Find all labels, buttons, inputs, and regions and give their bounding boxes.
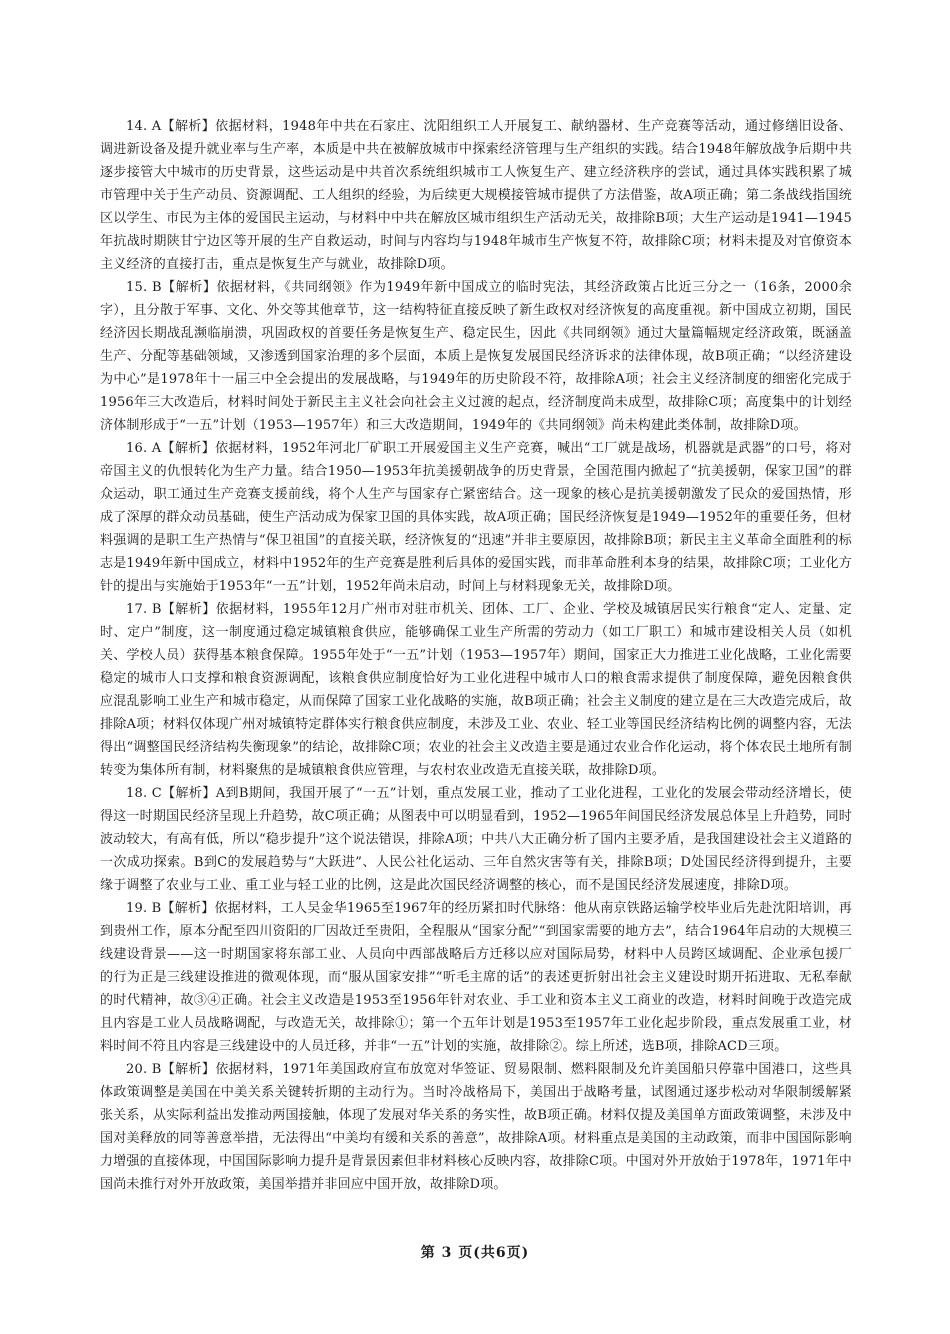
explanation-19: 19. B【解析】依据材料，工人吴金华1965至1967年的经历紧扣时代脉络：他从南京铁路运输学校毕业后先赴沈阳培训，再到贵州工作，原本分配至四川资阳的厂因故迁至贵阳，全程服从“国家分配”“到国家需要的地方去”，结合1964年启动的大规模三线建设背景——这一时期国家将东部工业、人员向中西部战略后方迁移以应对国际局势，材料中人员跨区域调配、企业承包援厂的行为正是三线建设推进的微观体现，而“服从国家安排”“听毛主席的话”的表述更折射出社会主义建设时期开拓进取、无私奉献的时代精神，故③④正确。社会主义改造是1953至1956年针对农业、手工业和资本主义工商业的改造，材料时间晚于改造完成且内容是工业人员战略调配，与改造无关，故排除①；第一个五年计划是1953至1957年工业化起步阶段，重点发展重工业，材料时间不符且内容是三线建设中的人员迁移，并非“一五”计划的实施，故排除②。综上所述，选B项，排除ACD三项。 [100,901,852,1054]
explanation-17: 17. B【解析】依据材料，1955年12月广州市对驻市机关、团体、工厂、企业、学校及城镇居民实行粮食“定人、定量、定时、定户”制度，这一制度通过稳定城镇粮食供应，能够确保工业生产所需的劳动力（如工厂职工）和城市建设相关人员（如机关、学校人员）获得基本粮食保障。1955年处于“一五”计划（1953—1957年）期间，国家正大力推进工业化战略，工业化需要稳定的城市人口支撑和粮食资源调配，该粮食供应制度恰好为工业化进程中城市人口的粮食需求提供了制度保障，避免因粮食供应混乱影响工业生产和城市稳定，从而保障了国家工业化战略的实施，故B项正确；社会主义制度的建立是在三大改造完成后，故排除A项；材料仅体现广州对城镇特定群体实行粮食供应制度，未涉及工业、农业、轻工业等国民经济结构比例的调整内容，无法得出“调整国民经济结构失衡现象”的结论，故排除C项；农业的社会主义改造主要是通过农业合作化运动，将个体农民土地所有制转变为集体所有制，材料聚焦的是城镇粮食供应管理，与农村农业改造无直接关联，故排除D项。 [100,602,852,778]
explanation-18: 18. C【解析】A到B期间，我国开展了“一五”计划，重点发展工业，推动了工业化进程，工业化的发展会带动经济增长，使得这一时期国民经济呈现上升趋势，故C项正确；从图表中可以明显看到，1952—1965年间国民经济发展总体呈上升趋势，同时波动较大，有高有低，所以“稳步提升”这个说法错误，排除A项；中共八大正确分析了国内主要矛盾，是我国建设社会主义道路的一次成功探索。B到C的发展趋势与“大跃进”、人民公社化运动、三年自然灾害等有关，排除B项；D处国民经济得到提升，主要缘于调整了农业与工业、重工业与轻工业的比例，这是此次国民经济调整的核心，而不是国民经济发展速度，排除D项。 [100,786,852,893]
explanation-14: 14. A【解析】依据材料，1948年中共在石家庄、沈阳组织工人开展复工、献纳器材、生产竞赛等活动，通过修缮旧设备、调进新设备及提升就业率与生产率，本质是中共在被解放城市中探索经济管理与生产组织的实践。结合1948年解放战争后期中共逐步接管大中城市的历史背景，这些运动是中共首次系统组织城市工人恢复生产、建立经济秩序的尝试，通过具体实践积累了城市管理中关于生产动员、资源调配、工人组织的经验，为后续更大规模接管城市提供了方法借鉴，故A项正确；第二条战线指国统区以学生、市民为主体的爱国民主运动，与材料中中共在解放区城市组织生产活动无关，故排除B项；大生产运动是1941—1945年抗战时期陕甘宁边区等开展的生产自救运动，时间与内容均与1948年城市生产恢复不符，故排除C项；材料未提及对官僚资本主义经济的直接打击，重点是恢复生产与就业，故排除D项。 [100,119,852,272]
explanation-15: 15. B【解析】依据材料，《共同纲领》作为1949年新中国成立的临时宪法，其经济政策占比近三分之一（16条，2000余字），且分散于军事、文化、外交等其他章节，这一结构特征直接反映了新生政权对经济恢复的高度重视。新中国成立初期，国民经济因长期战乱濒临崩溃，巩固政权的首要任务是恢复生产、稳定民生，因此《共同纲领》通过大量篇幅规定经济政策，既涵盖生产、分配等基础领域，又渗透到国家治理的多个层面，本质上是恢复发展国民经济诉求的法律体现，故B项正确；“以经济建设为中心”是1978年十一届三中全会提出的发展战略，与1949年的历史阶段不符，故排除A项；社会主义经济制度的细密化完成于1956年三大改造后，材料时间处于新民主主义社会向社会主义过渡的起点，经济制度尚未成型，故排除C项；高度集中的计划经济体制形成于“一五”计划（1953—1957年）和三大改造期间，1949年的《共同纲领》尚未构建此类体制，故排除D项。 [100,280,852,433]
answer-explanations [100,115,852,1196]
explanation-16: 16. A【解析】依据材料，1952年河北厂矿职工开展爱国主义生产竞赛，喊出“工厂就是战场，机器就是武器”的口号，将对帝国主义的仇恨转化为生产力量。结合1950—1953年抗美援朝战争的历史背景，全国范围内掀起了“抗美援朝，保家卫国”的群众运动，职工通过生产竞赛支援前线，将个人生产与国家存亡紧密结合。这一现象的核心是抗美援朝激发了民众的爱国热情，形成了深厚的群众动员基础，使生产活动成为保家卫国的具体实践，故A项正确；国民经济恢复是1949—1952年的重要任务，但材料强调的是职工生产热情与“保卫祖国”的直接关联，经济恢复的“迅速”并非主要原因，故排除B项；新民主主义革命全面胜利的标志是1949年新中国成立，材料中1952年的生产竞赛是胜利后具体的爱国实践，而非革命胜利本身的结果，故排除C项；工业化方针的提出与实施始于1953年“一五”计划，1952年尚未启动，时间上与材料现象无关，故排除D项。 [100,441,852,594]
explanation-20: 20. B【解析】依据材料，1971年美国政府宣布放宽对华签证、贸易限制、燃料限制及允许美国船只停靠中国港口，这些具体政策调整是美国在中美关系关键转折期的主动行为。当时冷战格局下，美国出于战略考量，试图通过逐步松动对华限制缓解紧张关系，从实际利益出发推动两国接触，体现了发展对华关系的务实性，故B项正确。材料仅提及美国单方面政策调整，未涉及中国对美释放的同等善意举措，无法得出“中美均有缓和关系的善意”，故排除A项。材料重点是美国的主动政策，而非中国国际影响力增强的直接体现，中国国际影响力提升是背景因素但非材料核心反映内容，故排除C项。中国对外开放始于1978年，1971年中国尚未推行对外开放政策，美国举措并非回应中国开放，故排除D项。 [100,1062,852,1192]
page-number: 第 3 页(共6页) [420,1245,530,1261]
